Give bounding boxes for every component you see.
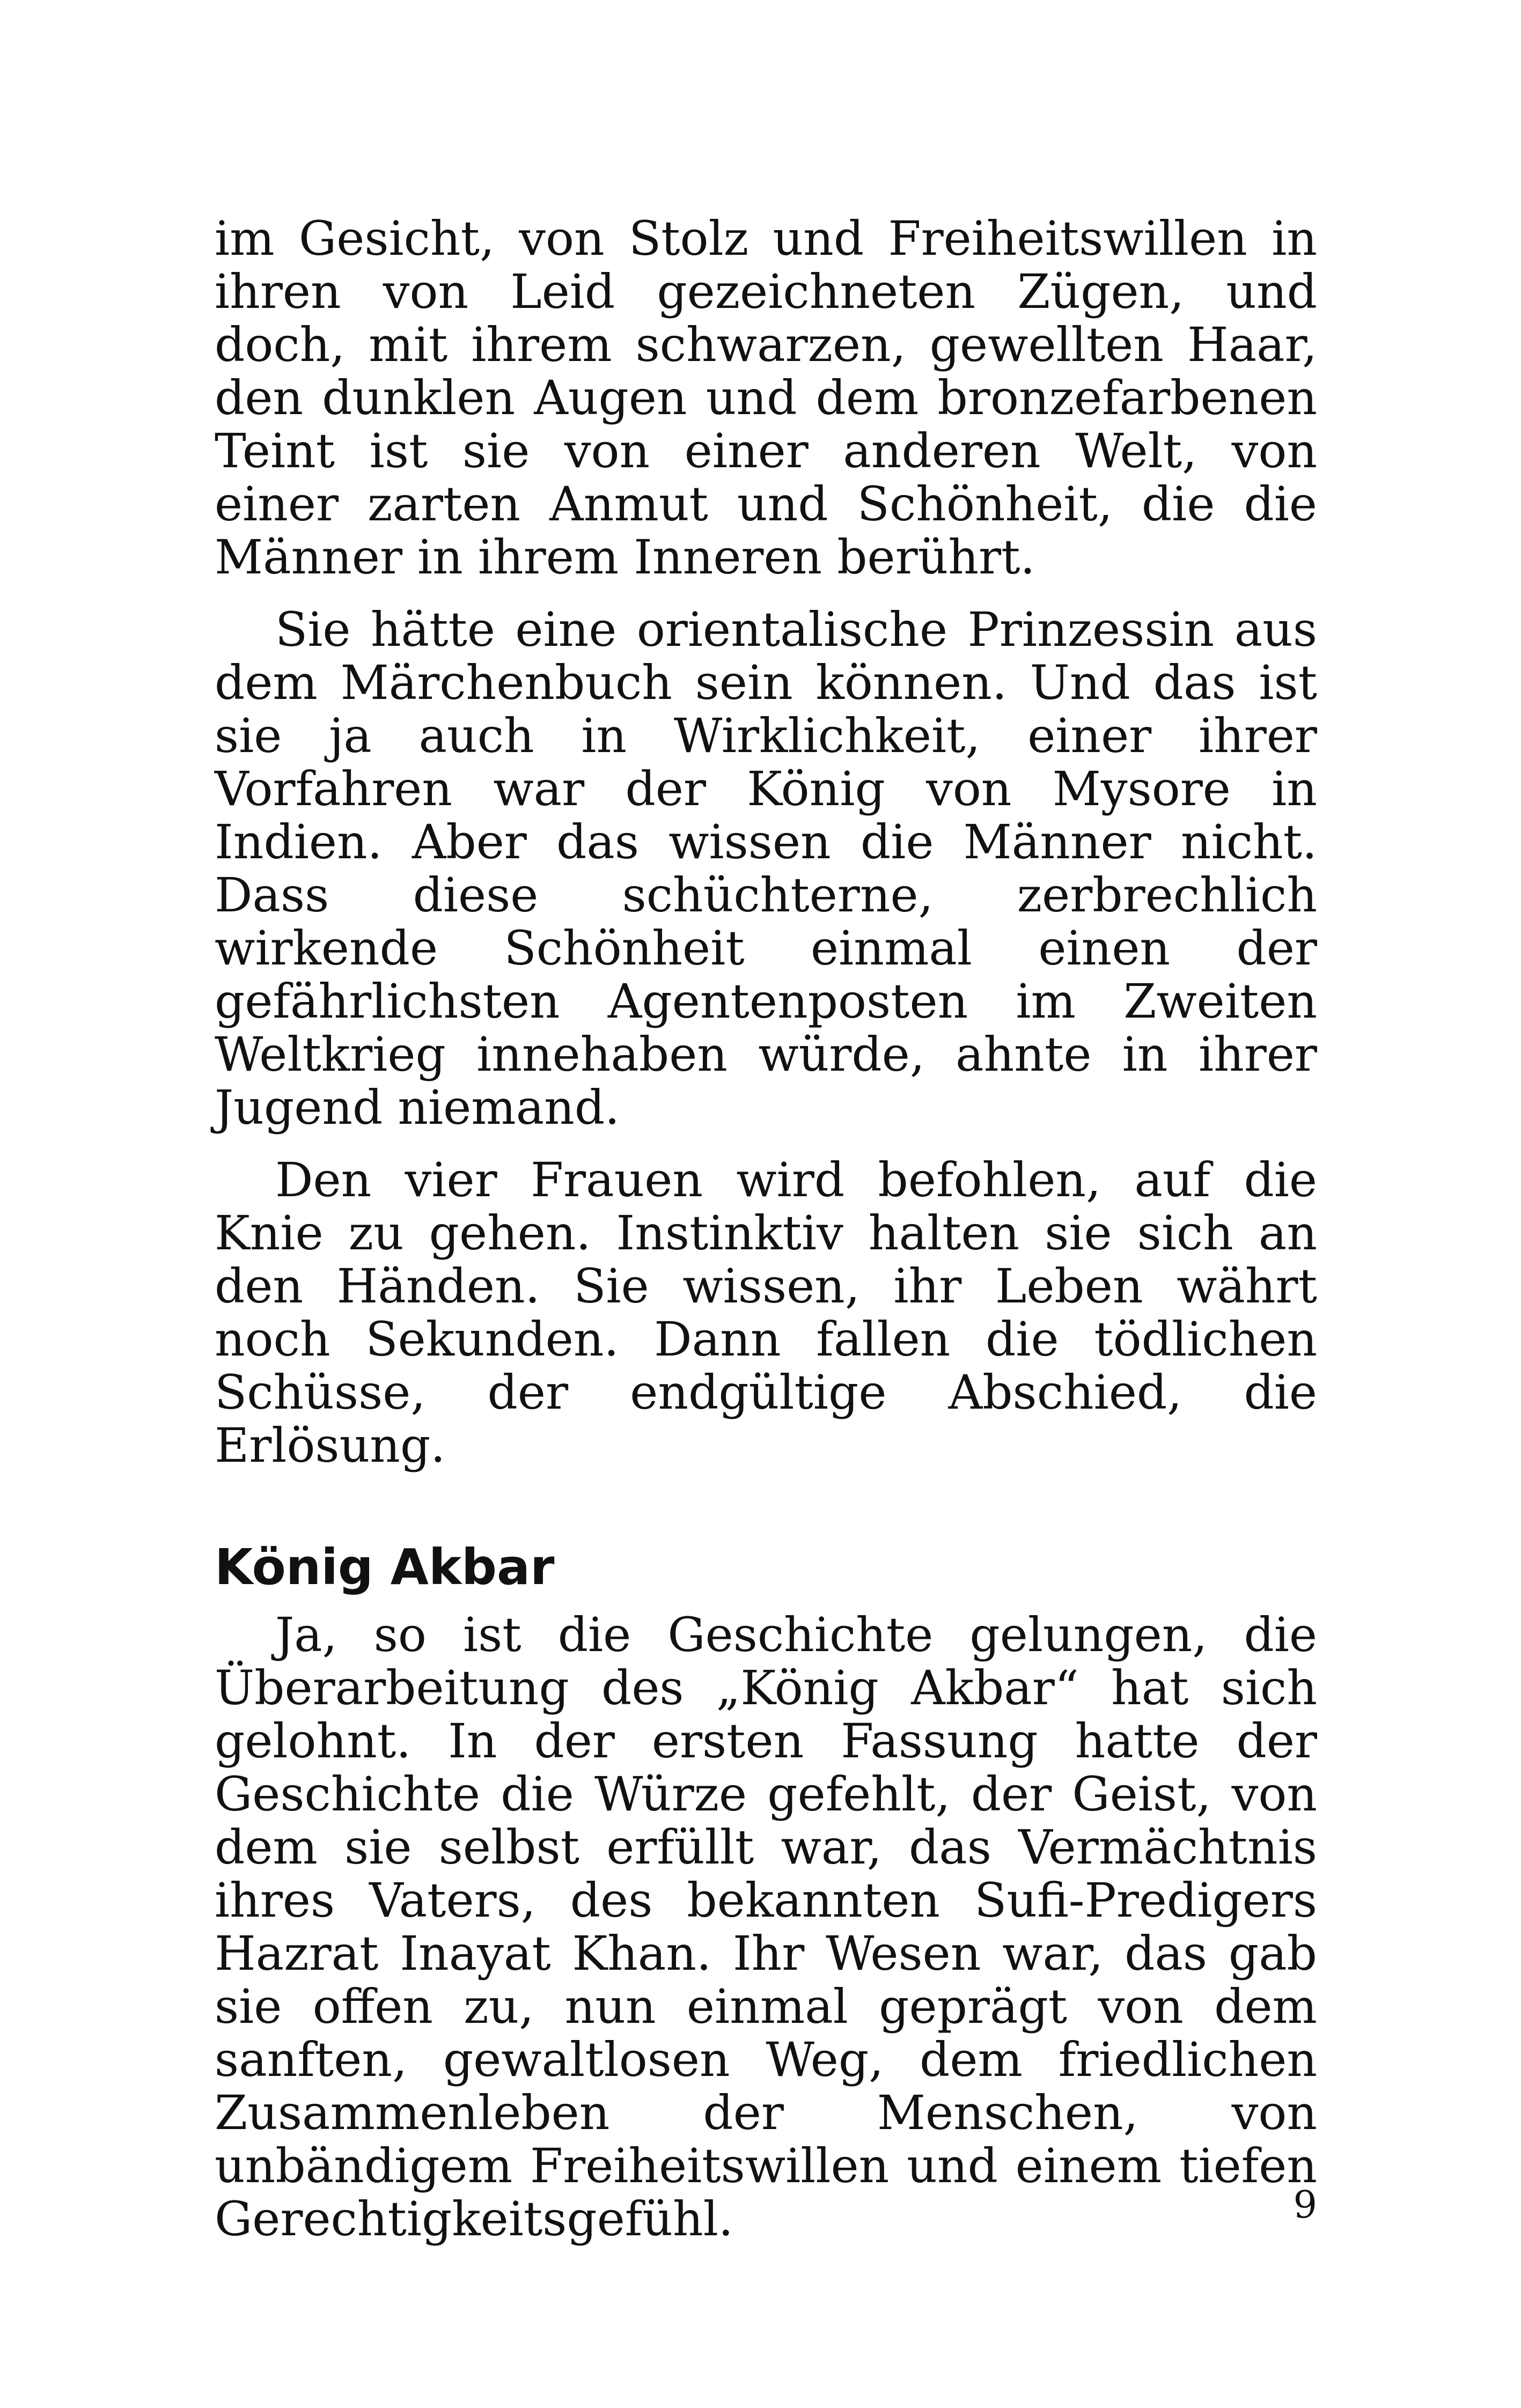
paragraph-execution: Den vier Frauen wird befohlen, auf die Knie zu gehen. Instinktiv halten sie sich an den Händen. Sie wissen, ihr Leben währt noch Sekunden. Dann fallen die tödlichen Schüsse, der endgültige Abschied, die Erlösung. [215, 1152, 1317, 1473]
body-text [215, 212, 1317, 2245]
section-heading: König Akbar [215, 1538, 555, 1596]
paragraph-princess: Sie hätte eine orientalische Prinzessin aus dem Märchenbuch sein können. Und das ist sie ja auch in Wirklichkeit, einer ihrer Vorfahren war der König von Mysore in Indien. Aber das wissen die Männer nicht. Dass diese schüchterne, zerbrechlich wirkende Schönheit einmal einen der gefährlichsten Agentenposten im Zweiten Weltkrieg innehaben würde, ahnte in ihrer Jugend niemand. [215, 602, 1317, 1135]
page-number: 9 [1293, 2183, 1317, 2227]
paragraph-koenig-akbar: Ja, so ist die Geschichte gelungen, die Überarbeitung des „König Akbar“ hat sich gelohnt. In der ersten Fassung hatte der Geschichte die Würze gefehlt, der Geist, von dem sie selbst erfüllt war, das Vermächtnis ihres Vaters, des bekannten Sufi-Predigers Hazrat Inayat Khan. Ihr Wesen war, das gab sie offen zu, nun einmal geprägt von dem sanften, gewaltlosen Weg, dem friedlichen Zusammenleben der Menschen, von unbändigem Freiheitswillen und einem tiefen Gerechtigkeitsgefühl. [215, 1607, 1317, 2247]
paragraph-continuation: im Gesicht, von Stolz und Freiheitswillen in ihren von Leid gezeichneten Zügen, und doch, mit ihrem schwarzen, gewellten Haar, den dunklen Augen und dem bronzefarbenen Teint ist sie von einer anderen Welt, von einer zarten Anmut und Schönheit, die die Männer in ihrem Inneren berührt. [215, 211, 1317, 585]
